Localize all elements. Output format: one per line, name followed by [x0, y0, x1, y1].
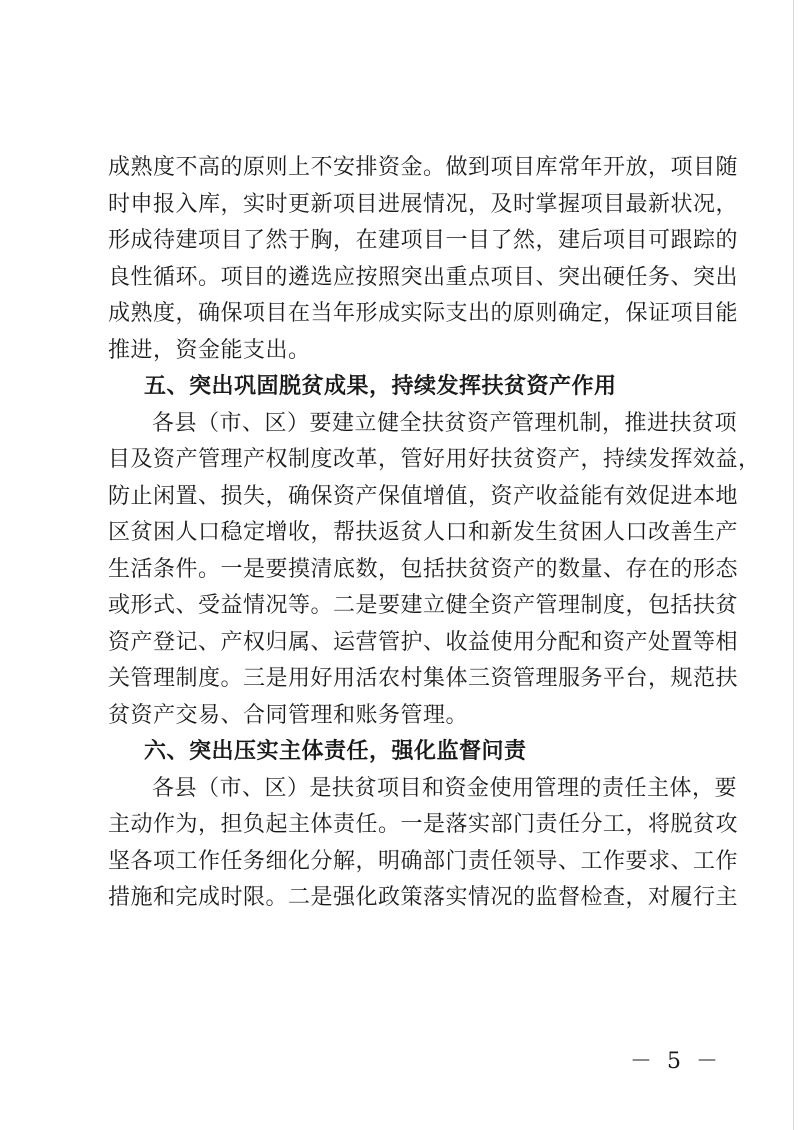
- paragraph-first-line: 各县（市、区）要建立健全扶贫资产管理机制，推进扶贫项: [152, 410, 738, 436]
- text-line: 措施和完成时限。二是强化政策落实情况的监督检查，对履行主: [108, 885, 739, 910]
- text-line: 防止闲置、损失，确保资产保值增值，资产收益能有效促进本地: [108, 483, 739, 509]
- paragraph-first-line: 各县（市、区）是扶贫项目和资金使用管理的责任主体，要: [152, 775, 738, 801]
- text-line: 成熟度不高的原则上不安排资金。做到项目库常年开放，项目随: [108, 155, 739, 180]
- text-line: 或形式、受益情况等。二是要建立健全资产管理制度，包括扶贫: [108, 593, 739, 618]
- text-line: 成熟度，确保项目在当年形成实际支出的原则确定，保证项目能: [108, 301, 739, 326]
- text-line: 区贫困人口稳定增收，帮扶返贫人口和新发生贫困人口改善生产: [108, 520, 739, 545]
- page-number: － 5 －: [630, 1049, 722, 1074]
- section-heading-5: 五、突出巩固脱贫成果，持续发挥扶贫资产作用: [144, 374, 617, 399]
- text-line: 主动作为，担负起主体责任。一是落实部门责任分工，将脱贫攻: [108, 812, 739, 837]
- text-line: 关管理制度。三是用好用活农村集体三资管理服务平台，规范扶: [108, 666, 739, 691]
- text-line: 形成待建项目了然于胸，在建项目一目了然，建后项目可跟踪的: [108, 228, 739, 253]
- scan-edge-line: [793, 0, 794, 1130]
- body-text: [108, 150, 761, 917]
- text-line: 生活条件。一是要摸清底数，包括扶贫资产的数量、存在的形态: [108, 556, 739, 582]
- text-line: 推进，资金能支出。: [108, 337, 311, 363]
- text-line: 坚各项工作任务细化分解，明确部门责任领导、工作要求、工作: [108, 848, 739, 874]
- text-line: 目及资产管理产权制度改革，管好用好扶贫资产，持续发挥效益，: [108, 447, 761, 472]
- text-line: 良性循环。项目的遴选应按照突出重点项目、突出硬任务、突出: [108, 264, 739, 290]
- text-line: 资产登记、产权归属、运营管护、收益使用分配和资产处置等相: [108, 629, 739, 655]
- text-line: 贫资产交易、合同管理和账务管理。: [108, 702, 469, 728]
- text-line: 时申报入库，实时更新项目进展情况，及时掌握项目最新状况，: [108, 191, 739, 217]
- section-heading-6: 六、突出压实主体责任，强化监督问责: [144, 739, 527, 764]
